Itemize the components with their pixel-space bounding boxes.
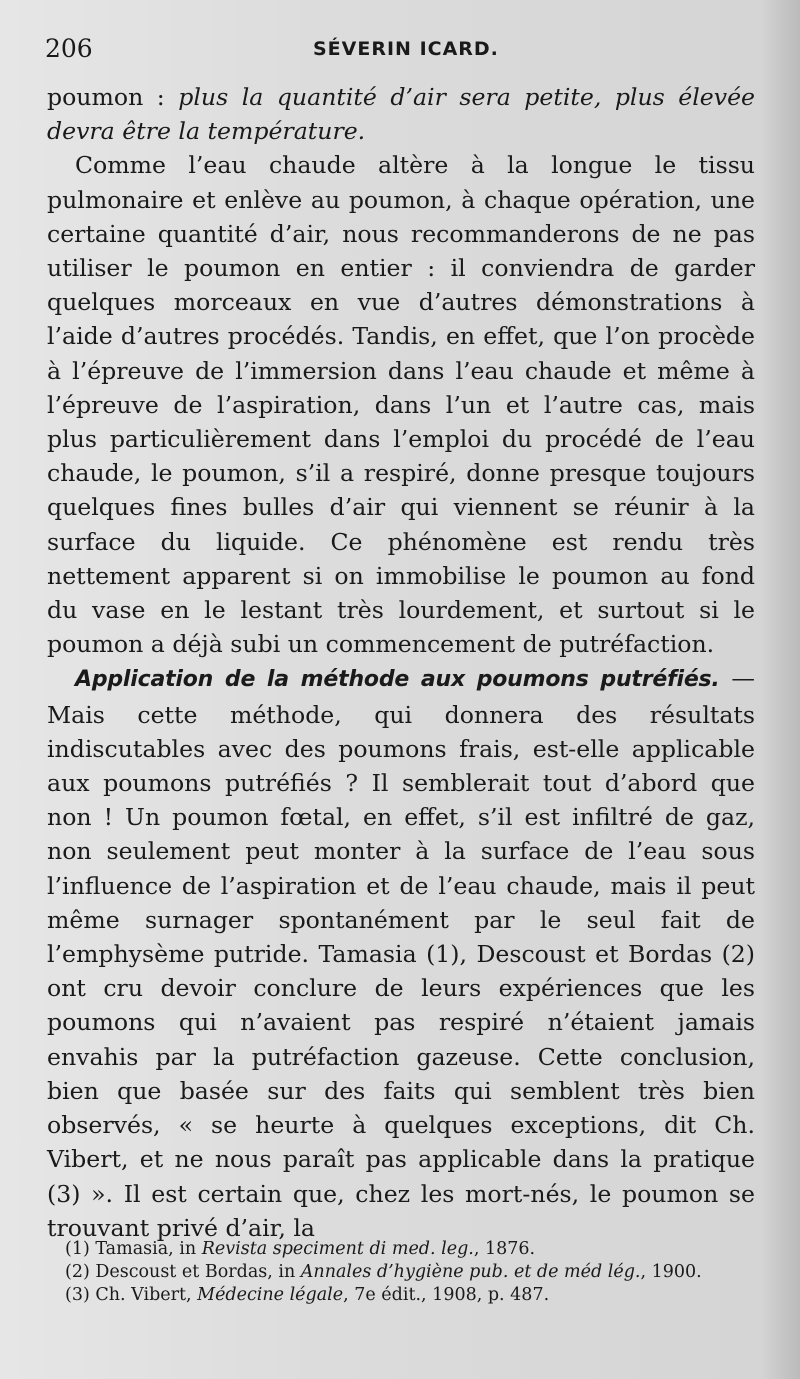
page-gutter-shadow [760,0,800,1379]
footnote-2-year: , 1900. [640,1262,702,1282]
footnote-2-title: Annales d’hygiène pub. et de méd lég. [300,1262,641,1282]
footnotes [47,1238,755,1307]
paragraph-2: Comme l’eau chaude altère à la longue le tissu pulmonaire et enlève au poumon, à chaque opération, une certaine quantité d’air, nous recommanderons de ne pas utiliser le poumon en entier : il conviendra de garder quelques morceaux en vue d’autres démonstrations à l’aide d’autres procédés. Tandis, en effet, que l’on procède à l’épreuve de l’immersion dans l’eau chaude et même à l’épreuve de l’aspiration, dans l’un et l’autre cas, mais plus particulièrement dans l’emploi du procédé de l’eau chaude, le poumon, s’il a respiré, donne presque toujours quelques fines bulles d’air qui viennent se réunir à la surface du liquide. Ce phénomène est rendu très nettement apparent si on immobilise le poumon au fond du vase en le lestant très lourdement, et surtout si le poumon a déjà subi un commencement de putréfaction. [47,151,755,659]
paragraph-1 [47,80,755,148]
footnote-1-year: , 1876. [473,1239,536,1259]
running-head: SÉVERIN ICARD. [313,38,499,60]
footnote-1-text: (1) Tamasia, in [65,1239,202,1259]
footnote-3-text: (3) Ch. Vibert, [65,1285,198,1305]
page-number: 206 [45,34,93,63]
footnote-1 [47,1238,755,1261]
footnote-2-text: (2) Descoust et Bordas, in [65,1262,301,1282]
footnote-2 [47,1261,755,1284]
footnote-3-title: Médecine légale [197,1285,344,1305]
footnote-3 [47,1284,755,1307]
footnote-3-edition: , 7e édit., 1908, p. 487. [343,1285,550,1305]
body-text [47,80,755,1245]
paragraph-1-italic: plus la quantité d’air sera petite, plus élevée devra être la température. [47,83,756,146]
paragraph-3 [47,661,755,1244]
page-header [45,34,755,66]
footnote-1-title: Revista speciment di med. leg. [201,1239,474,1259]
paragraph-3-text: — Mais cette méthode, qui donnera des résultats indiscutables avec des poumons frais, est-elle applicable aux poumons putréfiés ? Il semblerait tout d’abord que non ! Un poumon fœtal, en effet, s’il est infiltré de gaz, non seulement peut monter à la surface de l’eau sous l’influence de l’aspiration et de l’eau chaude, mais il peut même surnager spontanément par le seul fait de l’emphysème putride. Tamasia (1), Descoust et Bordas (2) ont cru devoir conclure de leurs expériences que les poumons qui n’avaient pas respiré n’étaient jamais envahis par la putréfaction gazeuse. Cette conclusion, bien que basée sur des faits qui semblent très bien observés, « se heurte à quelques exceptions, dit Ch. Vibert, et ne nous paraît pas applicable dans la pratique (3) ». Il est certain que, chez les mort-nés, le poumon se trouvant privé d’air, la [47,664,755,1242]
section-heading: Application de la méthode aux poumons putréfiés. [75,667,720,693]
paragraph-1-start: poumon : [47,83,179,111]
